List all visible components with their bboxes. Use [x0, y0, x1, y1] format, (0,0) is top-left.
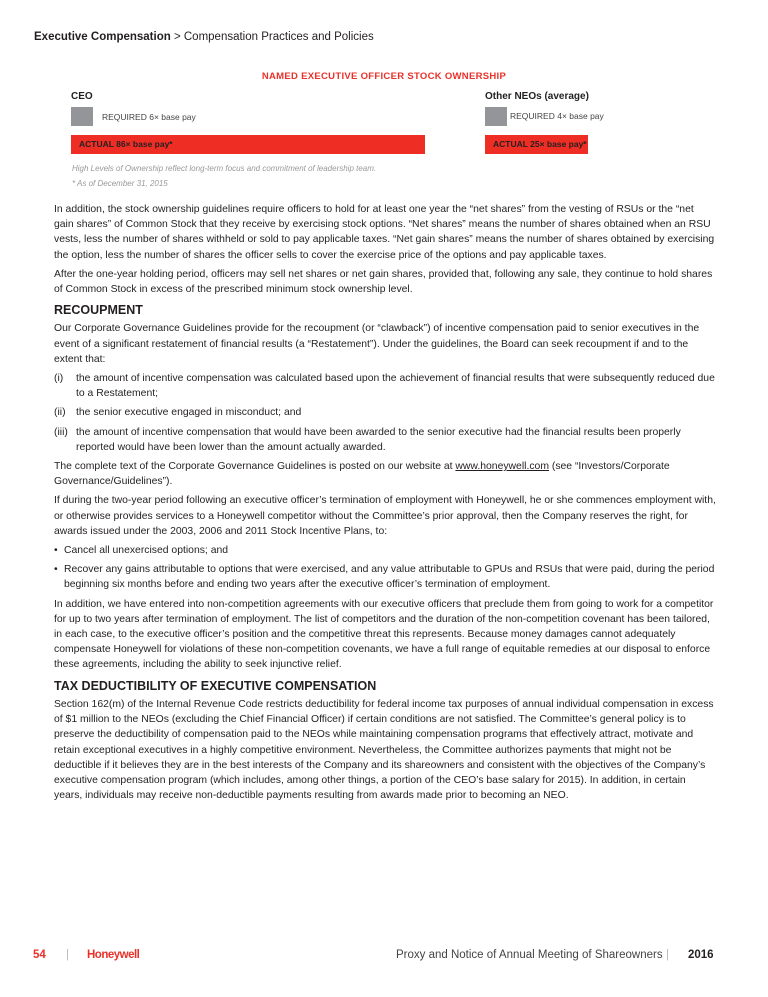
ceo-required-swatch: [71, 107, 93, 126]
item-text: the amount of incentive compensation that would have been awarded to the senior executive had the financial results been properly reported would have been lower than the amount actually awarded.: [76, 426, 681, 453]
paragraph: If during the two-year period following an executive officer’s termination of employment with Honeywell, he or she commences employment with, or otherwise provides services to a Honeywell competitor without the Committee’s prior approval, then the Company reserves the right, for awards issued under the 2003, 2006 and 2011 Stock Incentive Plans, to:: [54, 495, 716, 537]
item-number: (iii): [54, 426, 68, 438]
paragraph: [54, 459, 716, 489]
chart-footnote: * As of December 31, 2015: [72, 179, 168, 188]
document-title: Proxy and Notice of Annual Meeting of Shareowners: [396, 949, 663, 961]
neo-label: Other NEOs (average): [485, 91, 589, 102]
item-text: the senior executive engaged in misconduct; and: [76, 407, 302, 419]
ceo-required-label: REQUIRED 6× base pay: [102, 112, 196, 122]
bullet-icon: •: [54, 545, 58, 557]
list-item: [54, 405, 716, 420]
list-item: [54, 371, 716, 401]
chart-note: High Levels of Ownership reflect long-term focus and commitment of leadership team.: [72, 164, 377, 173]
neo-required-swatch: [485, 107, 507, 126]
main-content: [54, 202, 716, 807]
item-number: (ii): [54, 407, 66, 419]
section-heading-tax: TAX DEDUCTIBILITY OF EXECUTIVE COMPENSATION: [54, 678, 377, 693]
year: 2016: [688, 949, 714, 961]
website-link[interactable]: www.honeywell.com: [455, 461, 549, 473]
neo-actual-bar: ACTUAL 25× base pay*: [485, 135, 588, 154]
bullet-icon: •: [54, 564, 58, 576]
bullet-item: [54, 543, 716, 558]
item-number: (i): [54, 373, 64, 385]
paragraph: In addition, we have entered into non-competition agreements with our executive officers that preclude them from going to work for a competitor for up to two years after termination of employment. The list of competitors and the duration of the non-competition covenant has been tailored, in each case, to the executive officer’s position and the competitive threat this represents. Because money damages cannot adequately compensate Honeywell for violations of these non-competition covenants, we have a full range of equitable remedies at our disposal to enforce these agreements, including the ability to seek injunctive relief.: [54, 598, 714, 671]
paragraph: After the one-year holding period, officers may sell net shares or net gain shares, provided that, following any sale, they continue to hold shares of Common Stock in excess of the prescribed minimum stock ownership level.: [54, 268, 713, 296]
page-number: 54: [33, 949, 46, 961]
neo-required-label: REQUIRED 4× base pay: [510, 111, 604, 121]
breadcrumb: [34, 31, 374, 43]
bullet-text: Cancel all unexercised options; and: [64, 545, 229, 557]
ceo-actual-bar: ACTUAL 86× base pay*: [71, 135, 425, 154]
item-text: the amount of incentive compensation was calculated based upon the achievement of financial results that were subsequently reduced due to a Restatement;: [76, 373, 715, 400]
section-heading-recoupment: RECOUPMENT: [54, 303, 143, 318]
paragraph: In addition, the stock ownership guidelines require officers to hold for at least one year the “net shares” from the vesting of RSUs or the “net gain shares” of Common Stock that they receive by exercising stock options. “Net shares” means the number of shares obtained when an RSU vests, less the number of shares withheld or sold to pay applicable taxes. “Net gain shares” means the number of shares obtained by exercising the option, less the number of shares the officer sells to cover the exercise price of the options and pay applicable taxes.: [54, 204, 715, 261]
breadcrumb-separator: >: [170, 31, 184, 43]
paragraph: Section 162(m) of the Internal Revenue Code restricts deductibility for federal income tax purposes of annual individual compensation in excess of $1 million to the NEOs (excluding the Chief Financial Officer) if certain conditions are not satisfied. The Committee’s general policy is to preserve the deductibility of compensation paid to the NEOs while maintaining compensation programs that effectively attract, motivate and retain exceptional executives in a highly competitive environment. Nevertheless, the Committee authorizes payments that might not be deductible if it believes they are in the best interests of the Company and its shareowners and consistent with the objectives of the Company’s executive compensation program (which includes, among other things, a portion of the CEO’s base salary for 2015). In addition, in certain years, individuals may receive non-deductible payments resulting from awards made prior to becoming an NEO.: [54, 698, 714, 802]
list-item: [54, 425, 716, 455]
breadcrumb-subsection: Compensation Practices and Policies: [183, 31, 374, 43]
bullet-text: Recover any gains attributable to options that were exercised, and any value attributable to GPUs and RSUs that were paid, during the period beginning six months before and ending two years after the executive officer’s termination of employment.: [64, 564, 715, 591]
divider: |: [66, 949, 69, 961]
paragraph: Our Corporate Governance Guidelines provide for the recoupment (or “clawback”) of incentive compensation paid to senior executives in the event of a significant restatement of financial results (a “Restatement”). Under the guidelines, the Board can seek recoupment if and to the extent that:: [54, 323, 700, 365]
breadcrumb-section: Executive Compensation: [34, 31, 171, 43]
text: (see “Investors/Corporate Governance/Guidelines”).: [54, 461, 670, 488]
ceo-label: CEO: [71, 91, 93, 102]
divider: |: [666, 949, 669, 961]
bullet-item: [54, 562, 716, 592]
text: The complete text of the Corporate Governance Guidelines is posted on our website at: [54, 461, 456, 473]
honeywell-logo: Honeywell: [87, 949, 140, 961]
chart-title: NAMED EXECUTIVE OFFICER STOCK OWNERSHIP: [261, 71, 507, 82]
